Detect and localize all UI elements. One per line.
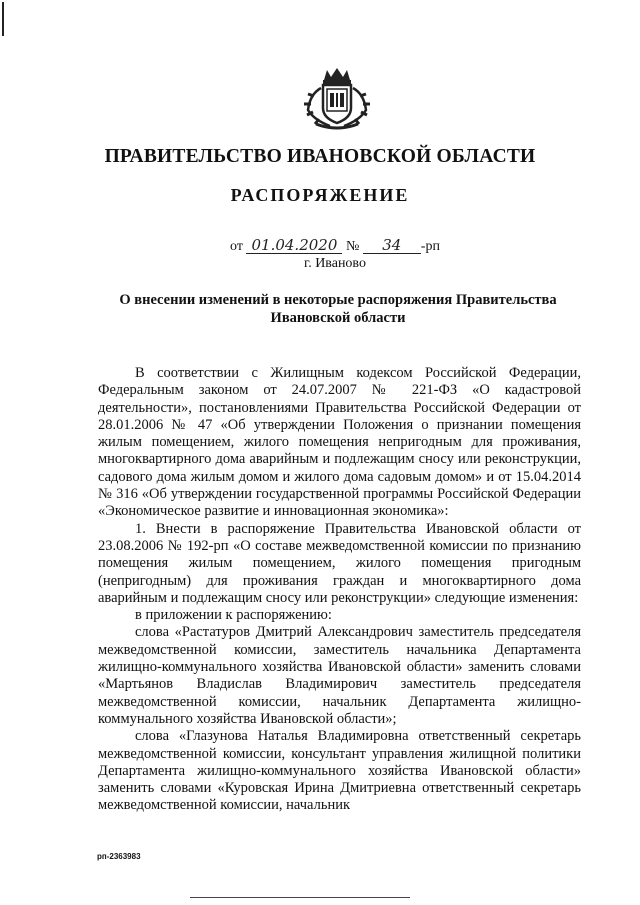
coat-of-arms-icon (296, 66, 378, 130)
paragraph-replace-deputy: слова «Растатуров Дмитрий Александрович заместитель председателя межведомственной комиссии, заместитель начальника Департамента жилищно-коммунального хозяйства Ивановской области» заменить словами «Мартьянов Владислав Владимирович заместитель председателя межведомственной комиссии, начальник Департамента жилищно-коммунального хозяйства Ивановской области»; (98, 624, 581, 727)
handwritten-date: 01.04.2020 (246, 237, 342, 254)
document-body (98, 365, 581, 815)
paragraph-preamble: В соответствии с Жилищным кодексом Российской Федерации, Федеральным законом от 24.07.2007 № 221-ФЗ «О кадастровой деятельности», постановлениями Правительства Российской Федерации от 28.01.2006 № 47 «Об утверждении Положения о признании помещения жилым помещением, жилого помещения непригодным для проживания, многоквартирного дома аварийным и подлежащим сносу или реконструкции, садового дома жилым домом и жилого дома садовым домом» и от 15.04.2014 № 316 «Об утверждении государственной программы Российской Федерации «Экономическое развитие и инновационная экономика»: (98, 365, 581, 520)
document-type-title: РАСПОРЯЖЕНИЕ (230, 185, 410, 205)
city-line: г. Иваново (304, 256, 366, 271)
date-prefix: от (230, 239, 243, 254)
number-suffix: -рп (420, 239, 440, 254)
document-subject: О внесении изменений в некоторые распоряжения Правительства Ивановской области (119, 292, 557, 326)
registration-line (230, 237, 440, 255)
scan-edge-mark (2, 2, 4, 36)
paragraph-appendix-intro: в приложении к распоряжению: (135, 607, 332, 624)
government-title: ПРАВИТЕЛЬСТВО ИВАНОВСКОЙ ОБЛАСТИ (104, 146, 536, 167)
handwritten-number: 34 (363, 237, 421, 254)
paragraph-item-1: 1. Внести в распоряжение Правительства Ивановской области от 23.08.2006 № 192-рп «О составе межведомственной комиссии по признанию помещения жилым помещением, жилого помещения пригодным (непригодным) для проживания граждан и многоквартирного дома аварийным и подлежащим сносу или реконструкции» следующие изменения: (98, 520, 581, 606)
document-code: рп-2363983 (97, 852, 141, 861)
paragraph-replace-secretary: слова «Глазунова Наталья Владимировна ответственный секретарь межведомственной комиссии, консультант управления жилищной политики Департамента жилищно-коммунального хозяйства Ивановской области» заменить словами «Куровская Ирина Дмитриевна ответственный секретарь межведомственной комиссии, начальник (98, 728, 581, 814)
page-bottom-divider (190, 897, 410, 898)
number-sign: № (345, 239, 360, 254)
